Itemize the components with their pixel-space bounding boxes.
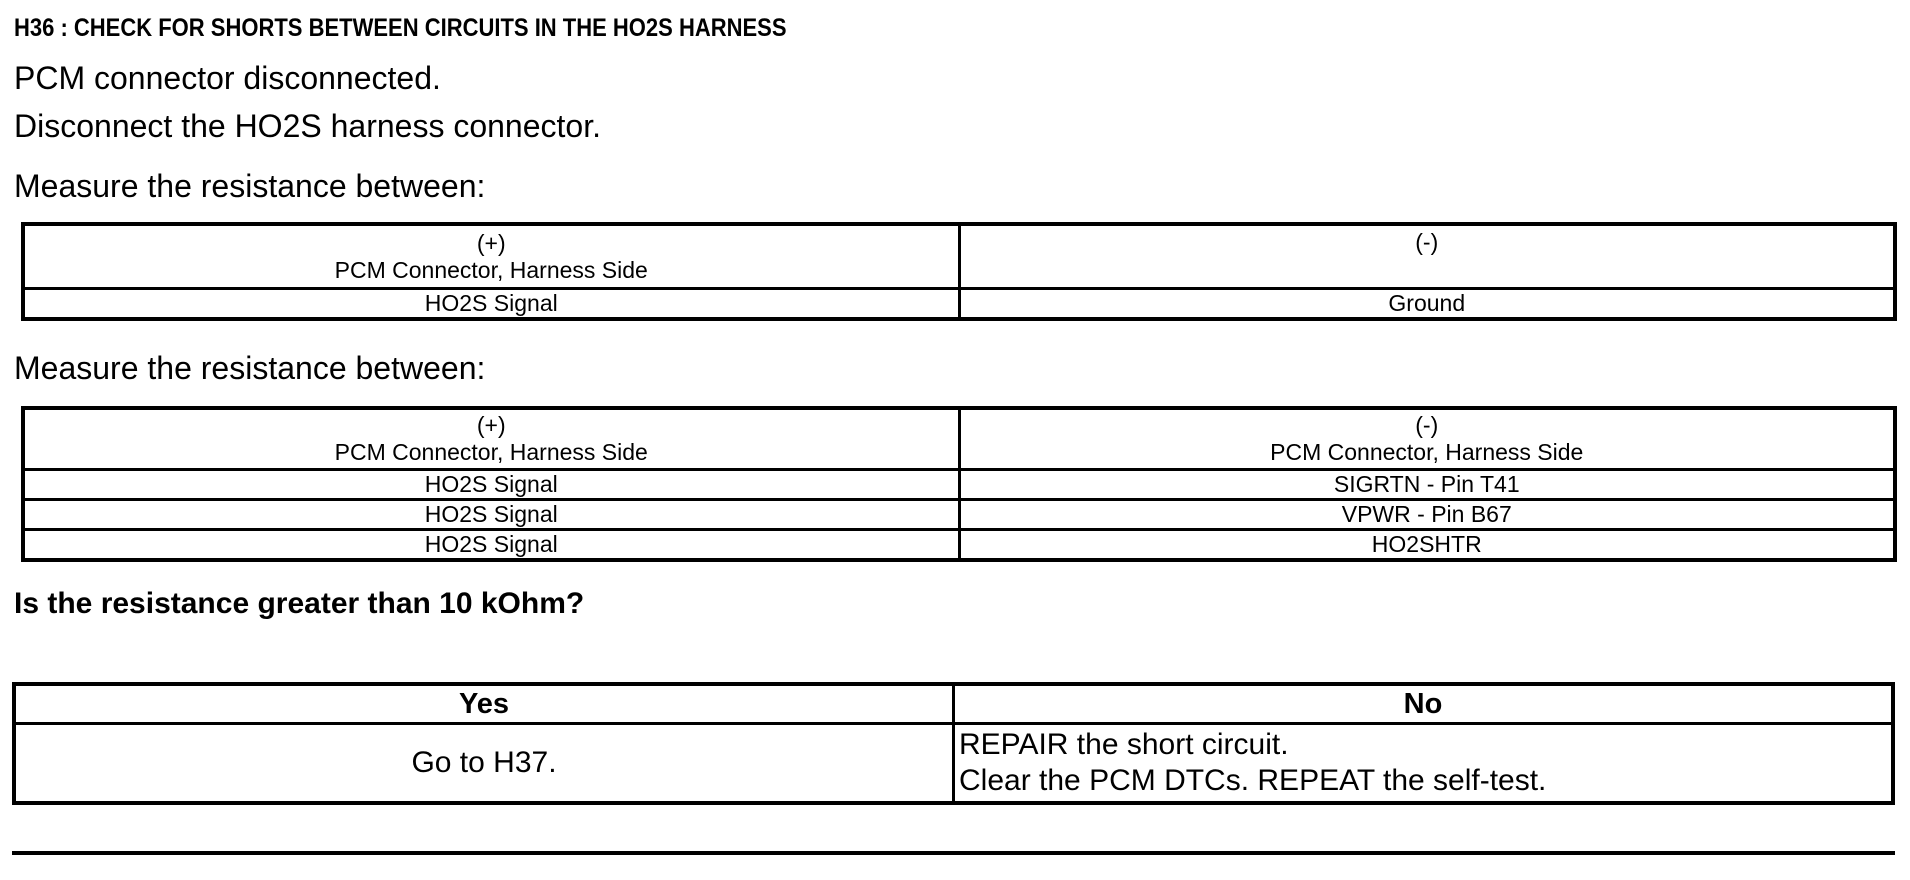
table-header-row <box>23 408 1895 470</box>
plus-symbol: (+) <box>476 229 506 256</box>
no-header: No <box>954 684 1894 724</box>
header-plus-cell <box>23 224 959 289</box>
result-table <box>12 682 1895 805</box>
result-action-row <box>14 724 1893 804</box>
header-minus-cell <box>959 408 1895 470</box>
plus-description: PCM Connector, Harness Side <box>334 256 648 283</box>
step-pcm-disconnected: PCM connector disconnected. <box>14 60 441 96</box>
plus-pin-cell: HO2S Signal <box>23 289 959 320</box>
minus-symbol: (-) <box>1415 412 1439 438</box>
resistance-question: Is the resistance greater than 10 kOhm? <box>14 587 585 620</box>
minus-pin-cell: VPWR - Pin B67 <box>959 500 1895 530</box>
yes-header: Yes <box>14 684 954 724</box>
table-row <box>23 530 1895 561</box>
step-measure-resistance-1: Measure the resistance between: <box>14 168 486 204</box>
minus-description: PCM Connector, Harness Side <box>1270 439 1584 465</box>
no-action-repeat: Clear the PCM DTCs. REPEAT the self-test. <box>959 764 1547 797</box>
plus-pin-cell: HO2S Signal <box>23 470 959 500</box>
resistance-table-ground <box>21 222 1897 321</box>
minus-pin-cell: Ground <box>959 289 1895 320</box>
plus-symbol: (+) <box>476 412 506 438</box>
no-action-repair: REPAIR the short circuit. <box>959 728 1289 761</box>
header-plus-cell <box>23 408 959 470</box>
header-minus-cell <box>959 224 1895 289</box>
minus-symbol: (-) <box>1415 229 1439 255</box>
plus-pin-cell: HO2S Signal <box>23 530 959 561</box>
table-row <box>23 470 1895 500</box>
minus-pin-cell: SIGRTN - Pin T41 <box>959 470 1895 500</box>
plus-description: PCM Connector, Harness Side <box>334 439 648 465</box>
result-header-row <box>14 684 1893 724</box>
table-row <box>23 500 1895 530</box>
test-title: H36 : CHECK FOR SHORTS BETWEEN CIRCUITS IN THE HO2S HARNESS <box>14 14 787 42</box>
step-measure-resistance-2: Measure the resistance between: <box>14 350 486 386</box>
no-action <box>954 724 1894 804</box>
minus-pin-cell: HO2SHTR <box>959 530 1895 561</box>
resistance-table-pins <box>21 406 1897 562</box>
bottom-divider <box>12 851 1895 855</box>
plus-pin-cell: HO2S Signal <box>23 500 959 530</box>
step-disconnect-ho2s: Disconnect the HO2S harness connector. <box>14 108 601 144</box>
table-header-row <box>23 224 1895 289</box>
yes-action: Go to H37. <box>14 724 954 804</box>
table-row <box>23 289 1895 320</box>
